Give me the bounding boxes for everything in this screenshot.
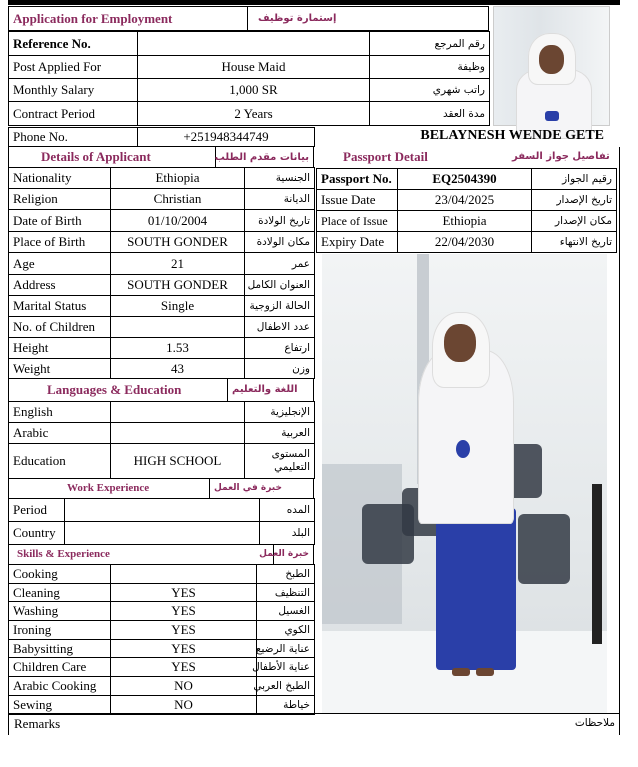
details-row-label: Address: [9, 275, 111, 296]
passport-row-ar: رقيم الجواز: [532, 169, 617, 190]
details-row-label: Height: [9, 338, 111, 359]
skill-row-ar: عناية الرضيع: [257, 640, 315, 658]
contract-value: 2 Years: [138, 102, 370, 126]
top-info-table: [8, 31, 490, 126]
details-row-label: Marital Status: [9, 296, 111, 317]
details-row-label: Weight: [9, 359, 111, 379]
education-value: HIGH SCHOOL: [111, 444, 245, 479]
skill-row-value: YES: [111, 584, 257, 602]
skill-row-ar: خياطة: [257, 696, 315, 715]
skill-row-value: YES: [111, 640, 257, 658]
details-row-label: Age: [9, 253, 111, 275]
passport-row-value: EQ2504390: [398, 169, 532, 190]
language-row-label: Arabic: [9, 423, 111, 444]
language-row-ar: الإنجليزية: [245, 402, 315, 423]
details-row-value: 1.53: [111, 338, 245, 359]
portrait-photo: [493, 6, 610, 126]
passport-title-ar: تفاصيل جواز السفر: [512, 151, 610, 162]
passport-table: [316, 168, 617, 253]
details-row-ar: العنوان الكامل: [245, 275, 315, 296]
details-row-value: [111, 317, 245, 338]
full-body-photo: [322, 254, 607, 714]
skill-row-label: Children Care: [9, 658, 111, 677]
details-row-value: Ethiopia: [111, 168, 245, 189]
skill-row-value: YES: [111, 658, 257, 677]
right-border: [619, 147, 620, 713]
skill-row-value: [111, 565, 257, 584]
details-row-value: Single: [111, 296, 245, 317]
details-row-ar: عدد الاطفال: [245, 317, 315, 338]
phone-value: +251948344749: [138, 128, 315, 147]
passport-row-label: Issue Date: [317, 190, 398, 211]
post-label-ar: وظيفة: [370, 56, 490, 79]
remarks-label-ar: ملاحظات: [574, 717, 615, 729]
education-label: Education: [9, 444, 111, 479]
work-row-ar: المده: [260, 499, 315, 522]
passport-title: Passport Detail: [343, 149, 428, 164]
contract-label-ar: مدة العقد: [370, 102, 490, 126]
details-title: Details of Applicant: [9, 147, 216, 167]
details-row-label: Date of Birth: [9, 210, 111, 232]
education-label-ar: المستوى التعليمي: [245, 444, 315, 479]
details-row-label: No. of Children: [9, 317, 111, 338]
skill-row-ar: الطبخ: [257, 565, 315, 584]
salary-label: Monthly Salary: [9, 79, 138, 102]
passport-row-ar: تاريخ الإصدار: [532, 190, 617, 211]
details-row-value: 21: [111, 253, 245, 275]
skill-row-label: Ironing: [9, 621, 111, 640]
post-value: House Maid: [138, 56, 370, 79]
passport-row-label: Place of Issue: [317, 211, 398, 232]
skill-row-label: Sewing: [9, 696, 111, 715]
passport-row-ar: تاريخ الانتهاء: [532, 232, 617, 253]
form-title-ar: إستمارة توظيف: [248, 7, 489, 31]
details-header: [8, 147, 314, 167]
details-row-value: 01/10/2004: [111, 210, 245, 232]
work-row-ar: البلد: [260, 522, 315, 545]
details-title-ar: بيانات مقدم الطلب: [216, 147, 314, 167]
details-row-label: Place of Birth: [9, 232, 111, 253]
passport-row-value: 23/04/2025: [398, 190, 532, 211]
skill-row-label: Cleaning: [9, 584, 111, 602]
languages-header: [8, 378, 314, 401]
details-row-ar: وزن: [245, 359, 315, 379]
language-row-value: [111, 423, 245, 444]
details-row-ar: الديانة: [245, 189, 315, 210]
skill-row-ar: الكوي: [257, 621, 315, 640]
passport-row-value: 22/04/2030: [398, 232, 532, 253]
applicant-name: BELAYNESH WENDE GETE: [420, 128, 604, 143]
skill-row-ar: التنظيف: [257, 584, 315, 602]
skill-row-label: Cooking: [9, 565, 111, 584]
passport-row-ar: مكان الإصدار: [532, 211, 617, 232]
details-row-value: SOUTH GONDER: [111, 232, 245, 253]
languages-table: [8, 401, 315, 479]
details-table: [8, 167, 315, 379]
work-table: [8, 498, 315, 545]
phone-table: [8, 127, 315, 147]
skills-title: Skills & Experience: [9, 544, 274, 564]
details-row-ar: مكان الولادة: [245, 232, 315, 253]
skills-title-ar: خبرة العمل: [274, 544, 314, 564]
details-row-ar: ارتفاع: [245, 338, 315, 359]
skill-row-label: Arabic Cooking: [9, 677, 111, 696]
contract-label: Contract Period: [9, 102, 138, 126]
passport-row-label: Passport No.: [317, 169, 398, 190]
phone-label: Phone No.: [9, 128, 138, 147]
details-row-value: 43: [111, 359, 245, 379]
reference-label: Reference No.: [9, 32, 138, 56]
details-row-ar: تاريخ الولادة: [245, 210, 315, 232]
reference-value: [138, 32, 370, 56]
salary-value: 1,000 SR: [138, 79, 370, 102]
passport-row-label: Expiry Date: [317, 232, 398, 253]
remarks-row: [8, 713, 620, 735]
language-row-ar: العربية: [245, 423, 315, 444]
skill-row-label: Washing: [9, 602, 111, 621]
skill-row-value: NO: [111, 677, 257, 696]
details-row-label: Nationality: [9, 168, 111, 189]
top-border: [8, 0, 620, 5]
passport-row-value: Ethiopia: [398, 211, 532, 232]
details-row-ar: الجنسية: [245, 168, 315, 189]
details-row-value: SOUTH GONDER: [111, 275, 245, 296]
skill-row-value: NO: [111, 696, 257, 715]
work-row-label: Country: [9, 522, 65, 545]
details-row-value: Christian: [111, 189, 245, 210]
work-title-ar: خبرة في العمل: [210, 478, 314, 498]
skill-row-ar: عناية الأطفال: [257, 658, 315, 677]
skills-table: [8, 564, 315, 715]
skill-row-value: YES: [111, 602, 257, 621]
work-title: Work Experience: [9, 478, 210, 498]
skill-row-ar: الطبخ العربي: [257, 677, 315, 696]
languages-title: Languages & Education: [9, 378, 228, 401]
skill-row-ar: الغسيل: [257, 602, 315, 621]
passport-header: [314, 147, 620, 167]
form-title: Application for Employment: [9, 7, 248, 31]
details-row-label: Religion: [9, 189, 111, 210]
language-row-label: English: [9, 402, 111, 423]
skills-header: [8, 544, 314, 564]
work-row-label: Period: [9, 499, 65, 522]
details-row-ar: عمر: [245, 253, 315, 275]
header-table: [8, 6, 489, 31]
salary-label-ar: راتب شهري: [370, 79, 490, 102]
language-row-value: [111, 402, 245, 423]
work-header: [8, 478, 314, 498]
work-row-value: [65, 522, 260, 545]
languages-title-ar: اللغة والتعليم: [228, 378, 314, 401]
remarks-label: Remarks: [14, 716, 61, 731]
post-label: Post Applied For: [9, 56, 138, 79]
skill-row-label: Babysitting: [9, 640, 111, 658]
reference-label-ar: رقم المرجع: [370, 32, 490, 56]
work-row-value: [65, 499, 260, 522]
details-row-ar: الحالة الزوجية: [245, 296, 315, 317]
skill-row-value: YES: [111, 621, 257, 640]
